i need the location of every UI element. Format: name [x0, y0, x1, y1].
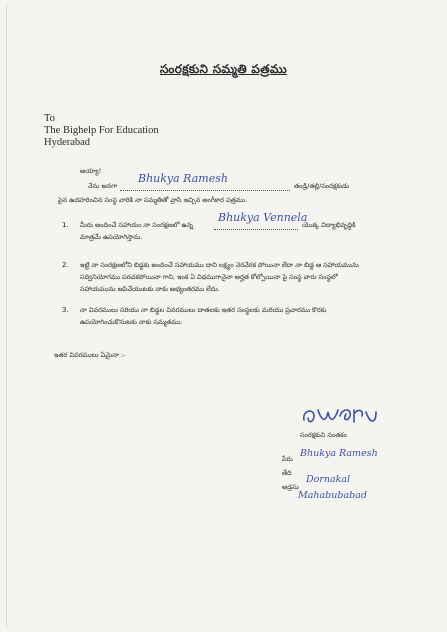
item-2-line-1: ఇట్టి నా సంరక్షణలోని బిడ్డకు అందించే సహాయము దాని లక్ష్యం నెరవేరక పోయినా లేదా నా బిడ్డ ఆ సహాయమును [80, 261, 359, 269]
item-2-line-3: సహాయమును ఆపివేయుటకు నాకు అభ్యంతరము లేదు. [80, 285, 220, 293]
guardian-signature-label: సంరక్షకుని సంతకం [300, 431, 347, 439]
salutation: అయ్యా! [80, 167, 102, 175]
address-city: Hyderabad [44, 137, 91, 148]
address-organization: The Bighelp For Education [44, 125, 159, 136]
intro-prefix: నేను అనగా [88, 182, 118, 190]
field-address-label: అడ్రసు [282, 483, 299, 491]
guardian-signature [300, 402, 380, 428]
address-to: To [44, 113, 55, 124]
field-date-label: తేది [282, 469, 292, 477]
guardian-name-dotted-line [120, 190, 290, 191]
item-3-number: 3. [62, 306, 69, 314]
student-name-dotted-line [214, 229, 298, 230]
intro-suffix: తండ్రి/తల్లి/సంరక్షకుడు [294, 182, 350, 190]
item-1-line-1-prefix: మీరు అందించే సహాయం నా సంరక్షణలో ఉన్న [80, 221, 194, 229]
item-2-line-2: సద్వినియోగము పరచకపోయినా గాని, ఇంక ఏ విధముగానైనా అర్హత కోల్పోయినా పై సంస్థ వారు సంస్థలో [80, 273, 338, 281]
item-1-number: 1. [62, 221, 69, 229]
item-1-line-1-suffix: యొక్క విద్యాభివృద్ధికి [302, 221, 356, 229]
field-address-value-line-2: Mahabubabad [298, 490, 367, 501]
field-address-value-line-1: Dornakal [306, 474, 351, 485]
guardian-name-handwritten: Bhukya Ramesh [138, 172, 228, 185]
letter-title: సంరక్షకుని సమ్మతి పత్రము [159, 62, 288, 76]
other-details-label: ఇతర వివరములు ఏమైనా :- [54, 351, 126, 359]
item-2-number: 2. [62, 261, 69, 269]
item-1-line-2: మాత్రమే ఉపయోగిస్తాను. [80, 233, 143, 241]
intro-line-2: పైన ఉదహరించిన సంస్థ వారికి నా సమ్మతితో వ్రాసి ఇచ్చిన అంగీకార పత్రము. [58, 196, 248, 204]
scan-edge-line [6, 4, 7, 628]
field-name-value: Bhukya Ramesh [300, 448, 378, 459]
item-3-line-2: ఉపయోగించుకొనుటకు నాకు సమ్మతము. [80, 318, 183, 326]
student-name-handwritten: Bhukya Vennela [218, 211, 308, 224]
item-3-line-1: నా వివరములు సరియు నా బిడ్డల వివరములు దాతలకు ఇతర సంస్థలకు మరియు ప్రచారము కొరకు [80, 306, 327, 314]
field-name-label: పేరు [282, 455, 293, 463]
